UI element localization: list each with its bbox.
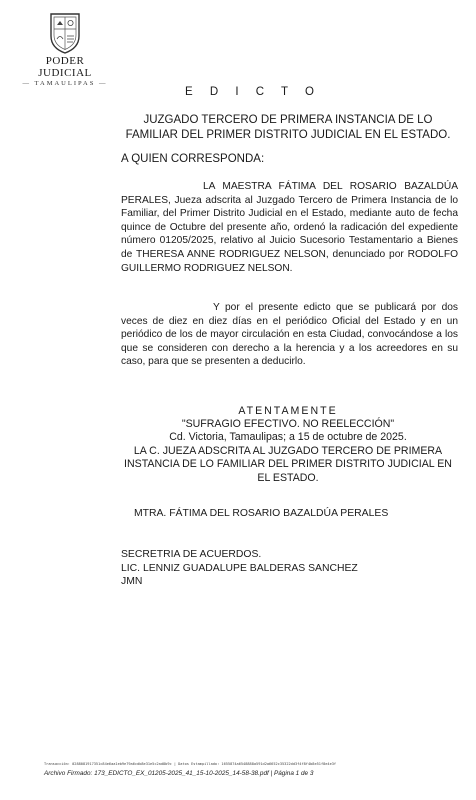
coat-of-arms-icon bbox=[48, 12, 82, 54]
secretary-title: SECRETRIA DE ACUERDOS. bbox=[121, 549, 262, 560]
document-title: E D I C T O bbox=[184, 86, 321, 98]
org-name: PODER JUDICIAL bbox=[38, 55, 92, 79]
signer-name: MTRA. FÁTIMA DEL ROSARIO BAZALDÚA PERALES bbox=[134, 508, 389, 519]
place-date: Cd. Victoria, Tamaulipas; a 15 de octubre de 2025. bbox=[169, 431, 407, 443]
secretary-block bbox=[121, 548, 358, 589]
paragraph-publicacion: Y por el presente edicto que se publicará por dos veces de diez en diez días en el periódico Oficial del Estado y en un periódico de los de mayor circulación en esta Ciudad, convocándose a los que se consideren con derecho a la herencia y a los acreedores en su caso, para que se presenten a deducirlo. bbox=[121, 302, 458, 368]
paragraph-radicacion: LA MAESTRA FÁTIMA DEL ROSARIO BAZALDÚA PERALES, Jueza adscrita al Juzgado Tercero de Primera Instancia de lo Familiar, del Primer Distrito Judicial en el Estado, mediante auto de fecha quince de Octubre del presente año, ordenó la radicación del expediente número 01205/2025, relativo al Juicio Sucesorio Testamentario a Bienes de THERESA ANNE RODRIGUEZ NELSON, denunciado por RODOLFO GUILLERMO RODRIGUEZ NELSON. bbox=[121, 181, 458, 274]
court-heading: JUZGADO TERCERO DE PRIMERA INSTANCIA DE LO FAMILIAR DEL PRIMER DISTRITO JUDICIAL EN EL ESTADO. bbox=[125, 114, 451, 141]
footer-signed-file: Archivo Firmado: 173_EDICTO_EX_01205-2025_41_15-10-2025_14-58-38.pdf | Página 1 de 3 bbox=[44, 770, 314, 777]
salutation: A QUIEN CORRESPONDA: bbox=[121, 153, 265, 165]
poder-judicial-logo bbox=[20, 12, 110, 87]
footer-transaction: Transacción: 0288081917351c84e6aa1eb9e79a6cdb8e31e5c2ad8b9c | Datos Estampillado: 1655874a6548888a591d2a6652c35322dd3f4f8f4b8e51f8e4e3f bbox=[44, 762, 337, 766]
org-state: — TAMAULIPAS — bbox=[22, 80, 108, 87]
motto: "SUFRAGIO EFECTIVO. NO REELECCIÓN" bbox=[181, 418, 395, 430]
secretary-name: LIC. LENNIZ GUADALUPE BALDERAS SANCHEZ bbox=[121, 562, 358, 574]
judge-title: LA C. JUEZA ADSCRITA AL JUZGADO TERCERO DE PRIMERA INSTANCIA DE LO FAMILIAR DEL PRIMER DISTRITO JUDICIAL EN EL ESTADO. bbox=[124, 445, 452, 484]
closing-atentamente: ATENTAMENTE bbox=[238, 405, 338, 417]
initials: JMN bbox=[121, 576, 143, 588]
